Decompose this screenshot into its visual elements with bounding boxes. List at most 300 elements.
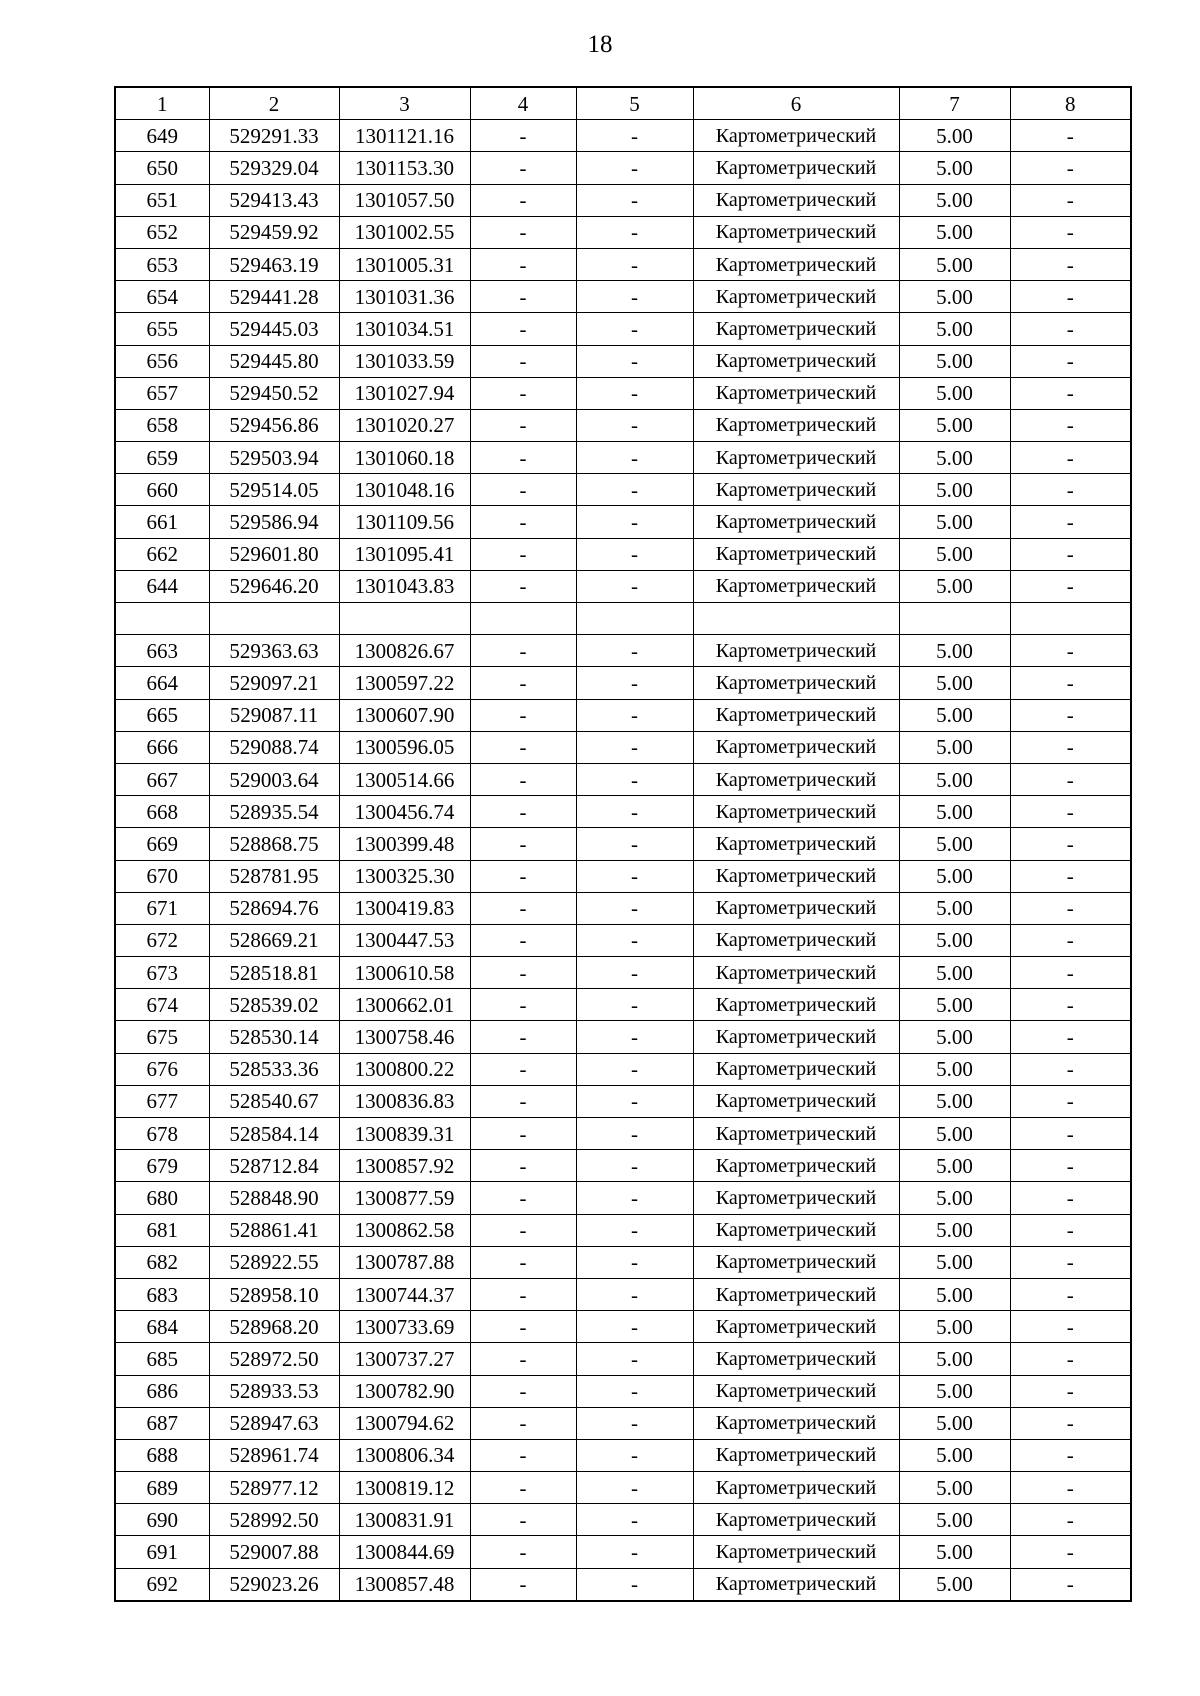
table-row — [115, 1311, 1131, 1343]
accuracy-cell: 5.00 — [899, 345, 1010, 377]
col8-cell: - — [1010, 1568, 1131, 1601]
y-coordinate-cell: 1300607.90 — [339, 699, 470, 731]
y-coordinate-cell: 1300758.46 — [339, 1021, 470, 1053]
col4-cell: - — [470, 667, 576, 699]
col5-cell: - — [576, 763, 693, 795]
col4-cell: - — [470, 409, 576, 441]
table-row — [115, 763, 1131, 795]
header-cell: 1 — [115, 87, 209, 120]
accuracy-cell: 5.00 — [899, 1182, 1010, 1214]
x-coordinate-cell: 529459.92 — [209, 216, 339, 248]
method-cell: Картометрический — [693, 409, 899, 441]
col5-cell: - — [576, 152, 693, 184]
x-coordinate-cell: 528933.53 — [209, 1375, 339, 1407]
table-row — [115, 1536, 1131, 1568]
accuracy-cell: 5.00 — [899, 635, 1010, 667]
method-cell: Картометрический — [693, 1343, 899, 1375]
col8-cell: - — [1010, 1214, 1131, 1246]
header-cell: 2 — [209, 87, 339, 120]
col4-cell: - — [470, 924, 576, 956]
x-coordinate-cell: 529097.21 — [209, 667, 339, 699]
col5-cell: - — [576, 538, 693, 570]
point-number-cell: 661 — [115, 506, 209, 538]
method-cell: Картометрический — [693, 1118, 899, 1150]
x-coordinate-cell: 529087.11 — [209, 699, 339, 731]
y-coordinate-cell: 1301020.27 — [339, 409, 470, 441]
x-coordinate-cell: 528935.54 — [209, 796, 339, 828]
col4-cell: - — [470, 1278, 576, 1310]
x-coordinate-cell: 528868.75 — [209, 828, 339, 860]
method-cell: Картометрический — [693, 699, 899, 731]
col8-cell: - — [1010, 570, 1131, 602]
point-number-cell: 651 — [115, 184, 209, 216]
method-cell: Картометрический — [693, 345, 899, 377]
x-coordinate-cell: 529646.20 — [209, 570, 339, 602]
col4-cell: - — [470, 1053, 576, 1085]
col4-cell: - — [470, 1118, 576, 1150]
y-coordinate-cell: 1301109.56 — [339, 506, 470, 538]
x-coordinate-cell: 528584.14 — [209, 1118, 339, 1150]
col8-cell: - — [1010, 1182, 1131, 1214]
col8-cell: - — [1010, 667, 1131, 699]
point-number-cell: 659 — [115, 442, 209, 474]
col8-cell: - — [1010, 216, 1131, 248]
method-cell: Картометрический — [693, 538, 899, 570]
x-coordinate-cell: 529514.05 — [209, 474, 339, 506]
col8-cell: - — [1010, 1021, 1131, 1053]
header-cell: 3 — [339, 87, 470, 120]
table-row — [115, 1472, 1131, 1504]
table-body — [115, 120, 1131, 1601]
table-row — [115, 860, 1131, 892]
method-cell: Картометрический — [693, 184, 899, 216]
table-row — [115, 377, 1131, 409]
col5-cell: - — [576, 184, 693, 216]
y-coordinate-cell: 1301033.59 — [339, 345, 470, 377]
method-cell: Картометрический — [693, 313, 899, 345]
x-coordinate-cell: 528968.20 — [209, 1311, 339, 1343]
col5-cell: - — [576, 377, 693, 409]
x-coordinate-cell: 529463.19 — [209, 248, 339, 280]
accuracy-cell: 5.00 — [899, 1343, 1010, 1375]
point-number-cell: 654 — [115, 281, 209, 313]
point-number-cell: 666 — [115, 731, 209, 763]
point-number-cell: 687 — [115, 1407, 209, 1439]
col8-cell: - — [1010, 120, 1131, 152]
point-number-cell: 663 — [115, 635, 209, 667]
accuracy-cell: 5.00 — [899, 216, 1010, 248]
col5-cell: - — [576, 667, 693, 699]
x-coordinate-cell: 528694.76 — [209, 892, 339, 924]
point-number-cell: 690 — [115, 1504, 209, 1536]
table-row — [115, 924, 1131, 956]
col5-cell: - — [576, 1472, 693, 1504]
table-row — [115, 248, 1131, 280]
col8-cell: - — [1010, 1278, 1131, 1310]
method-cell: Картометрический — [693, 1182, 899, 1214]
header-cell: 5 — [576, 87, 693, 120]
table-row — [115, 635, 1131, 667]
accuracy-cell: 5.00 — [899, 667, 1010, 699]
table-row — [115, 1504, 1131, 1536]
x-coordinate-cell: 529601.80 — [209, 538, 339, 570]
accuracy-cell: 5.00 — [899, 828, 1010, 860]
accuracy-cell: 5.00 — [899, 409, 1010, 441]
method-cell: Картометрический — [693, 377, 899, 409]
method-cell: Картометрический — [693, 1311, 899, 1343]
col5-cell: - — [576, 924, 693, 956]
x-coordinate-cell: 529413.43 — [209, 184, 339, 216]
header-row — [115, 87, 1131, 120]
method-cell: Картометрический — [693, 248, 899, 280]
method-cell: Картометрический — [693, 860, 899, 892]
method-cell: Картометрический — [693, 924, 899, 956]
accuracy-cell: 5.00 — [899, 442, 1010, 474]
header-cell: 6 — [693, 87, 899, 120]
x-coordinate-cell: 528518.81 — [209, 957, 339, 989]
y-coordinate-cell: 1300831.91 — [339, 1504, 470, 1536]
col8-cell: - — [1010, 1472, 1131, 1504]
col4-cell: - — [470, 989, 576, 1021]
col4-cell: - — [470, 1568, 576, 1601]
accuracy-cell: 5.00 — [899, 1472, 1010, 1504]
point-number-cell: 670 — [115, 860, 209, 892]
col4-cell: - — [470, 1472, 576, 1504]
table-row — [115, 892, 1131, 924]
y-coordinate-cell: 1300737.27 — [339, 1343, 470, 1375]
accuracy-cell: 5.00 — [899, 1053, 1010, 1085]
col4-cell: - — [470, 281, 576, 313]
y-coordinate-cell: 1301031.36 — [339, 281, 470, 313]
method-cell: Картометрический — [693, 1568, 899, 1601]
method-cell: Картометрический — [693, 1536, 899, 1568]
accuracy-cell: 5.00 — [899, 1021, 1010, 1053]
col5-cell: - — [576, 957, 693, 989]
col5-cell: - — [576, 281, 693, 313]
x-coordinate-cell: 528848.90 — [209, 1182, 339, 1214]
y-coordinate-cell: 1300447.53 — [339, 924, 470, 956]
method-cell: Картометрический — [693, 1472, 899, 1504]
col8-cell: - — [1010, 538, 1131, 570]
col5-cell: - — [576, 699, 693, 731]
point-number-cell: 656 — [115, 345, 209, 377]
col8-cell: - — [1010, 731, 1131, 763]
col8-cell: - — [1010, 409, 1131, 441]
accuracy-cell: 5.00 — [899, 1085, 1010, 1117]
col5-cell: - — [576, 828, 693, 860]
x-coordinate-cell: 528539.02 — [209, 989, 339, 1021]
y-coordinate-cell: 1301153.30 — [339, 152, 470, 184]
col5-cell: - — [576, 731, 693, 763]
col5-cell: - — [576, 860, 693, 892]
table-row — [115, 667, 1131, 699]
y-coordinate-cell: 1300610.58 — [339, 957, 470, 989]
point-number-cell: 650 — [115, 152, 209, 184]
accuracy-cell: 5.00 — [899, 506, 1010, 538]
col4-cell: - — [470, 796, 576, 828]
x-coordinate-cell: 528947.63 — [209, 1407, 339, 1439]
x-coordinate-cell: 528861.41 — [209, 1214, 339, 1246]
accuracy-cell: 5.00 — [899, 924, 1010, 956]
point-number-cell: 679 — [115, 1150, 209, 1182]
col8-cell: - — [1010, 474, 1131, 506]
y-coordinate-cell: 1300839.31 — [339, 1118, 470, 1150]
col8-cell: - — [1010, 828, 1131, 860]
col8-cell: - — [1010, 763, 1131, 795]
col8-cell: - — [1010, 1375, 1131, 1407]
col5-cell: - — [576, 1118, 693, 1150]
method-cell: Картометрический — [693, 635, 899, 667]
coordinates-table — [114, 86, 1132, 1602]
x-coordinate-cell: 528781.95 — [209, 860, 339, 892]
accuracy-cell: 5.00 — [899, 570, 1010, 602]
col5-cell — [576, 603, 693, 635]
col5-cell: - — [576, 892, 693, 924]
point-number-cell: 673 — [115, 957, 209, 989]
table-row — [115, 957, 1131, 989]
y-coordinate-cell: 1300744.37 — [339, 1278, 470, 1310]
col5-cell: - — [576, 1278, 693, 1310]
point-number-cell: 692 — [115, 1568, 209, 1601]
point-number-cell: 691 — [115, 1536, 209, 1568]
col4-cell: - — [470, 699, 576, 731]
accuracy-cell: 5.00 — [899, 1278, 1010, 1310]
x-coordinate-cell: 528922.55 — [209, 1246, 339, 1278]
table-row — [115, 216, 1131, 248]
method-cell: Картометрический — [693, 1278, 899, 1310]
col4-cell: - — [470, 1085, 576, 1117]
x-coordinate-cell: 528992.50 — [209, 1504, 339, 1536]
col5-cell: - — [576, 1343, 693, 1375]
method-cell — [693, 603, 899, 635]
col5-cell: - — [576, 1504, 693, 1536]
accuracy-cell: 5.00 — [899, 313, 1010, 345]
y-coordinate-cell: 1300819.12 — [339, 1472, 470, 1504]
method-cell: Картометрический — [693, 1021, 899, 1053]
method-cell: Картометрический — [693, 1053, 899, 1085]
col8-cell: - — [1010, 635, 1131, 667]
y-coordinate-cell: 1301027.94 — [339, 377, 470, 409]
col4-cell: - — [470, 313, 576, 345]
x-coordinate-cell: 528669.21 — [209, 924, 339, 956]
col4-cell: - — [470, 152, 576, 184]
col4-cell: - — [470, 763, 576, 795]
point-number-cell: 658 — [115, 409, 209, 441]
header-cell: 8 — [1010, 87, 1131, 120]
y-coordinate-cell: 1301048.16 — [339, 474, 470, 506]
x-coordinate-cell: 529445.03 — [209, 313, 339, 345]
method-cell: Картометрический — [693, 442, 899, 474]
col4-cell — [470, 603, 576, 635]
accuracy-cell: 5.00 — [899, 763, 1010, 795]
col4-cell: - — [470, 474, 576, 506]
accuracy-cell: 5.00 — [899, 860, 1010, 892]
table-row — [115, 1278, 1131, 1310]
y-coordinate-cell: 1300806.34 — [339, 1439, 470, 1471]
point-number-cell: 678 — [115, 1118, 209, 1150]
col5-cell: - — [576, 989, 693, 1021]
point-number-cell: 671 — [115, 892, 209, 924]
page-number: 18 — [587, 31, 613, 58]
col5-cell: - — [576, 1407, 693, 1439]
col4-cell: - — [470, 1439, 576, 1471]
y-coordinate-cell: 1301095.41 — [339, 538, 470, 570]
x-coordinate-cell: 528972.50 — [209, 1343, 339, 1375]
x-coordinate-cell: 529441.28 — [209, 281, 339, 313]
point-number-cell: 665 — [115, 699, 209, 731]
col8-cell: - — [1010, 442, 1131, 474]
table-row — [115, 603, 1131, 635]
col4-cell: - — [470, 1150, 576, 1182]
col4-cell: - — [470, 538, 576, 570]
col5-cell: - — [576, 313, 693, 345]
col8-cell: - — [1010, 184, 1131, 216]
col4-cell: - — [470, 731, 576, 763]
col8-cell: - — [1010, 1439, 1131, 1471]
col5-cell: - — [576, 1053, 693, 1085]
table-row — [115, 1118, 1131, 1150]
accuracy-cell — [899, 603, 1010, 635]
col8-cell: - — [1010, 1246, 1131, 1278]
accuracy-cell: 5.00 — [899, 377, 1010, 409]
table-row — [115, 506, 1131, 538]
col8-cell: - — [1010, 1085, 1131, 1117]
point-number-cell: 662 — [115, 538, 209, 570]
col4-cell: - — [470, 1246, 576, 1278]
point-number-cell: 660 — [115, 474, 209, 506]
y-coordinate-cell: 1300597.22 — [339, 667, 470, 699]
x-coordinate-cell: 529503.94 — [209, 442, 339, 474]
accuracy-cell: 5.00 — [899, 281, 1010, 313]
col5-cell: - — [576, 120, 693, 152]
method-cell: Картометрический — [693, 1150, 899, 1182]
accuracy-cell: 5.00 — [899, 796, 1010, 828]
x-coordinate-cell: 529088.74 — [209, 731, 339, 763]
col8-cell: - — [1010, 152, 1131, 184]
col4-cell: - — [470, 345, 576, 377]
col8-cell — [1010, 603, 1131, 635]
x-coordinate-cell: 528530.14 — [209, 1021, 339, 1053]
col5-cell: - — [576, 345, 693, 377]
table-row — [115, 1407, 1131, 1439]
col8-cell: - — [1010, 1536, 1131, 1568]
method-cell: Картометрический — [693, 1085, 899, 1117]
header-cell: 7 — [899, 87, 1010, 120]
table-row — [115, 313, 1131, 345]
col5-cell: - — [576, 474, 693, 506]
col8-cell: - — [1010, 796, 1131, 828]
x-coordinate-cell: 529450.52 — [209, 377, 339, 409]
y-coordinate-cell: 1300419.83 — [339, 892, 470, 924]
col4-cell: - — [470, 442, 576, 474]
col5-cell: - — [576, 1150, 693, 1182]
table-row — [115, 989, 1131, 1021]
method-cell: Картометрический — [693, 216, 899, 248]
col8-cell: - — [1010, 248, 1131, 280]
y-coordinate-cell: 1301057.50 — [339, 184, 470, 216]
col4-cell: - — [470, 184, 576, 216]
accuracy-cell: 5.00 — [899, 152, 1010, 184]
accuracy-cell: 5.00 — [899, 1311, 1010, 1343]
point-number-cell: 652 — [115, 216, 209, 248]
col4-cell: - — [470, 635, 576, 667]
accuracy-cell: 5.00 — [899, 1568, 1010, 1601]
col8-cell: - — [1010, 281, 1131, 313]
col4-cell: - — [470, 1536, 576, 1568]
table-row — [115, 538, 1131, 570]
y-coordinate-cell: 1301005.31 — [339, 248, 470, 280]
x-coordinate-cell: 529003.64 — [209, 763, 339, 795]
accuracy-cell: 5.00 — [899, 474, 1010, 506]
y-coordinate-cell: 1300733.69 — [339, 1311, 470, 1343]
x-coordinate-cell: 529007.88 — [209, 1536, 339, 1568]
y-coordinate-cell: 1300857.48 — [339, 1568, 470, 1601]
y-coordinate-cell: 1300456.74 — [339, 796, 470, 828]
table-row — [115, 1343, 1131, 1375]
col5-cell: - — [576, 1439, 693, 1471]
col4-cell: - — [470, 892, 576, 924]
col8-cell: - — [1010, 1118, 1131, 1150]
col8-cell: - — [1010, 1053, 1131, 1085]
table-row — [115, 442, 1131, 474]
col5-cell: - — [576, 409, 693, 441]
accuracy-cell: 5.00 — [899, 957, 1010, 989]
col8-cell: - — [1010, 957, 1131, 989]
col8-cell: - — [1010, 924, 1131, 956]
table-row — [115, 1375, 1131, 1407]
method-cell: Картометрический — [693, 1504, 899, 1536]
table-row — [115, 796, 1131, 828]
point-number-cell: 655 — [115, 313, 209, 345]
accuracy-cell: 5.00 — [899, 120, 1010, 152]
col4-cell: - — [470, 1214, 576, 1246]
y-coordinate-cell: 1300325.30 — [339, 860, 470, 892]
col4-cell: - — [470, 248, 576, 280]
x-coordinate-cell: 529329.04 — [209, 152, 339, 184]
table-row — [115, 1150, 1131, 1182]
col5-cell: - — [576, 248, 693, 280]
col4-cell: - — [470, 1311, 576, 1343]
y-coordinate-cell: 1301060.18 — [339, 442, 470, 474]
table-row — [115, 1246, 1131, 1278]
y-coordinate-cell: 1300596.05 — [339, 731, 470, 763]
point-number-cell: 649 — [115, 120, 209, 152]
y-coordinate-cell: 1301121.16 — [339, 120, 470, 152]
col5-cell: - — [576, 442, 693, 474]
x-coordinate-cell: 529363.63 — [209, 635, 339, 667]
point-number-cell: 677 — [115, 1085, 209, 1117]
y-coordinate-cell: 1301034.51 — [339, 313, 470, 345]
point-number-cell — [115, 603, 209, 635]
accuracy-cell: 5.00 — [899, 1246, 1010, 1278]
y-coordinate-cell: 1300862.58 — [339, 1214, 470, 1246]
method-cell: Картометрический — [693, 152, 899, 184]
method-cell: Картометрический — [693, 892, 899, 924]
point-number-cell: 683 — [115, 1278, 209, 1310]
y-coordinate-cell: 1300857.92 — [339, 1150, 470, 1182]
point-number-cell: 676 — [115, 1053, 209, 1085]
col5-cell: - — [576, 1375, 693, 1407]
col5-cell: - — [576, 1246, 693, 1278]
table-row — [115, 1214, 1131, 1246]
col4-cell: - — [470, 216, 576, 248]
table-row — [115, 281, 1131, 313]
method-cell: Картометрический — [693, 828, 899, 860]
col4-cell: - — [470, 1021, 576, 1053]
x-coordinate-cell: 528977.12 — [209, 1472, 339, 1504]
accuracy-cell: 5.00 — [899, 248, 1010, 280]
col4-cell: - — [470, 957, 576, 989]
